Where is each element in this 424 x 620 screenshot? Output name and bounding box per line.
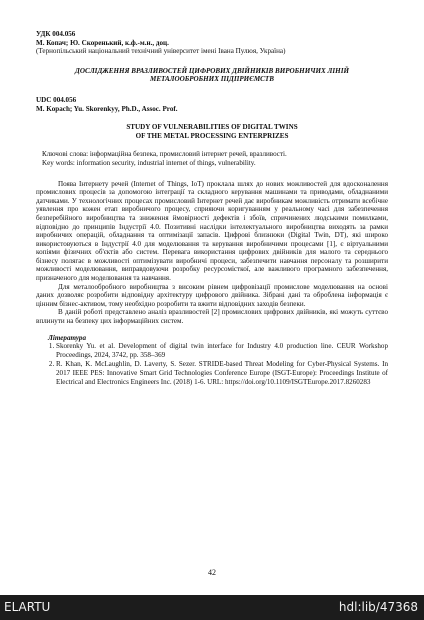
footer-bar — [0, 595, 424, 620]
body-paragraph-2: Для металообробного виробництва з високим рівнем цифровізації промислове моделювання на основі даних дозволяє розробити відповідну архітектуру цифрового двійника. Зібрані дані та оброблена інформація є цінним бізнес-активом, тому необхідно розробити та вжити відповідних заходів безпеки. — [36, 282, 388, 308]
references-heading: Література — [48, 333, 86, 342]
reference-item: 1. Skorenky Yu. et al. Development of digital twin interface for Industry 4.0 production line. CEUR Workshop Proceedings, 2024, 3742, pp. 358–369 — [56, 342, 388, 359]
body-paragraph-3: В даній роботі представлено аналіз вразливостей [2] промислових цифрових двійників, які можуть суттєво вплинути на безпеку цих інформаційних систем. — [36, 308, 388, 326]
reference-item: 2. R. Khan, K. McLaughlin, D. Laverty, S. Sezer. STRIDE-based Threat Modeling for Cyber-Physical Systems. In 2017 IEEE PES: Innovative Smart Grid Technologies Conference Europe (ISGT-Europe): Proceedings Institute of Electrical and Electronics Engineers Inc. (2018) 1-6. URL: https://doi.org/10.1109/ISGTEurope.2017.8260283 — [56, 360, 388, 386]
footer-handle-label: hdl:lib/47368 — [338, 600, 418, 614]
document-content — [36, 30, 388, 387]
udc-ua: УДК 004.056 — [36, 30, 76, 38]
udc-en: UDC 004.056 — [36, 95, 77, 104]
footer-repository-label: ELARTU — [4, 600, 51, 614]
authors-en: M. Kopach; Yu. Skorenkyy, Ph.D., Assoc. Prof. — [36, 104, 178, 113]
keywords-en: Key words: information security, industrial internet of things, vulnerability. — [42, 158, 256, 167]
title-ua: ДОСЛІДЖЕННЯ ВРАЗЛИВОСТЕЙ ЦИФРОВИХ ДВІЙНИКІВ ВИРОБНИЧИХ ЛІНІЙ МЕТАЛООБРОБНИХ ПІДПРИЄМСТВ — [75, 66, 349, 84]
body-paragraph-1: Поява Інтернету речей (Internet of Things, IoT) проклала шлях до нових можливостей для вдосконалення промислових процесів за допомогою інтеграції та складного керування машинами та приводами, обладнаними датчиками. У технологічних процесах промисловий Інтернет речей дає виробникам можливість отримати всебічне уявлення про кожен етап виробничого процесу, сприяючи коригуванням у реальному часі для забезпечення безперебійного виробництва та зниження ймовірності дефектів і збоїв, спричинених людськими помилками, відповідно до принципів Індустрії 4.0. Позитивні наслідки інтелектуального виробництва виходять за рамки виробничих операцій, обладнання та оптимізації запасів. Цифрові близнюки (Digital Twin, DT), які широко використовуються в Індустрії 4.0 для моделювання та керування виробничими процесами [1], є віртуальними копіями фізичних об'єктів або систем. Перевага використання цифрових двійників для малого та середнього бізнесу полягає в можливості оптимізувати виробничі процеси, забезпечити навчання персоналу та розширити можливості моделювання, виправдовуючи розробку ресурсомісткої, але важливого програмного забезпечення, призначеного для моделювання та навчання. — [36, 179, 388, 283]
title-en-line2: OF THE METAL PROCESSING ENTERPRIZES — [135, 131, 289, 140]
keywords-ua: Ключові слова: інформаційна безпека, промисловий інтернет речей, вразливості. — [42, 150, 287, 159]
title-en-line1: STUDY OF VULNERABILITIES OF DIGITAL TWINS — [126, 123, 298, 132]
references-list — [36, 342, 388, 386]
affiliation-ua: (Тернопільський національний технічний університет імені Івана Пулюя, Україна) — [36, 47, 286, 56]
page-number: 42 — [208, 568, 216, 577]
authors-ua: М. Копач; Ю. Скоренький, к.ф.-м.н., доц. — [36, 38, 169, 47]
